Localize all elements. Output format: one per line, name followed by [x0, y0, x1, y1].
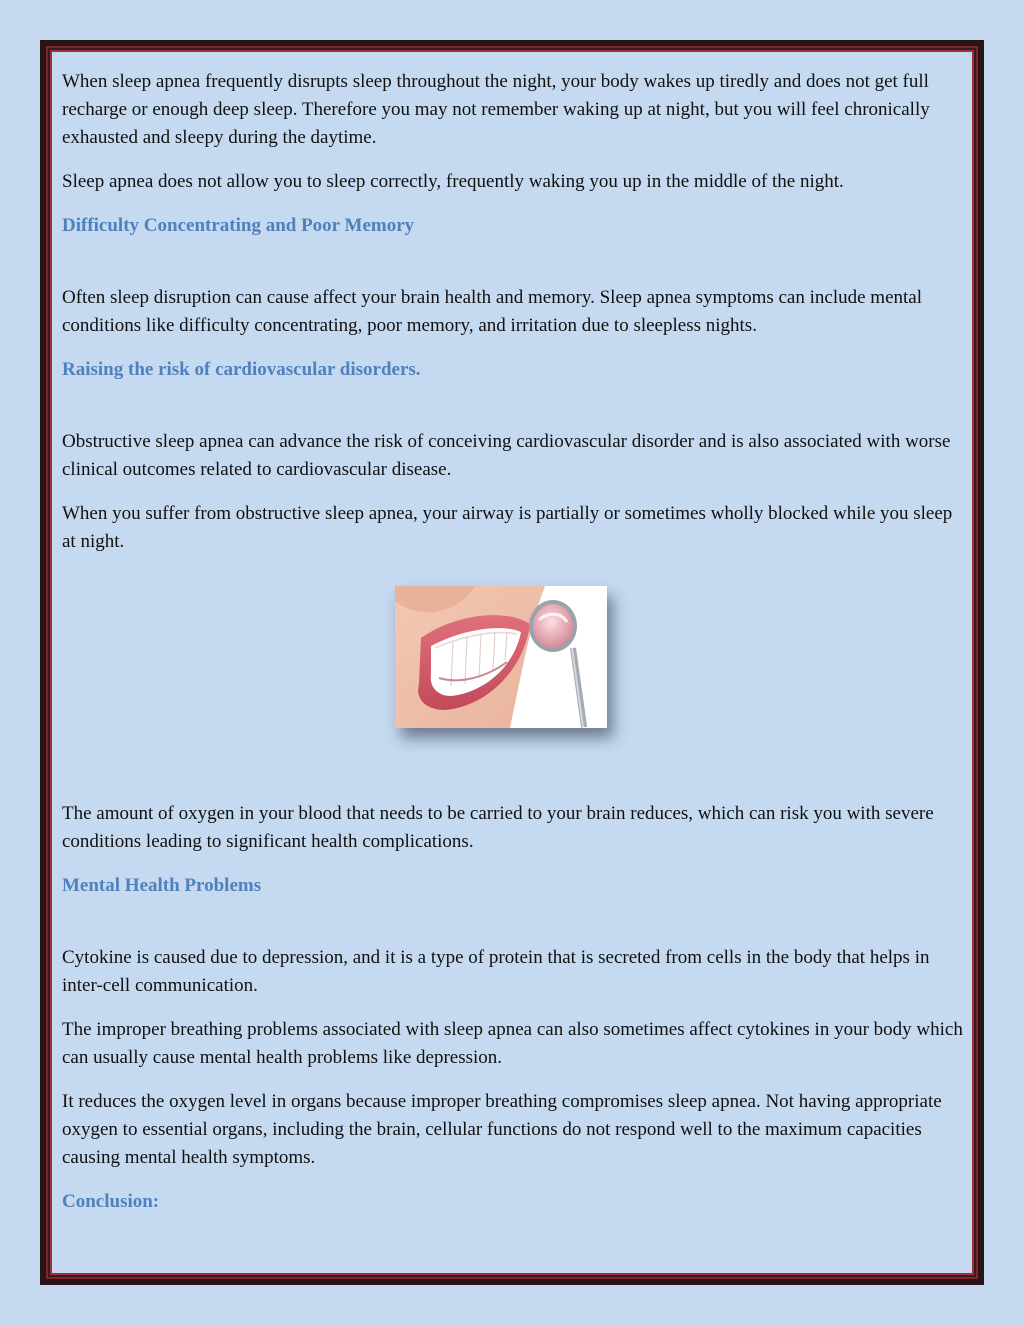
section-heading: Raising the risk of cardiovascular disorders.	[62, 359, 421, 380]
document-body	[62, 68, 964, 1260]
page-border-frame	[40, 40, 984, 1285]
smile-photo-illustration	[395, 586, 607, 728]
paragraph: The improper breathing problems associated with sleep apnea can also sometimes affect cytokines in your body which can usually cause mental health problems like depression.	[62, 1019, 963, 1068]
paragraph: It reduces the oxygen level in organs because improper breathing compromises sleep apnea. Not having appropriate oxygen to essential organs, including the brain, cellular functions do not respond well to the maximum capacities causing mental health symptoms.	[62, 1091, 942, 1168]
paragraph: Sleep apnea does not allow you to sleep correctly, frequently waking you up in the middle of the night.	[62, 171, 844, 192]
section-heading: Conclusion:	[62, 1191, 160, 1212]
paragraph: When you suffer from obstructive sleep apnea, your airway is partially or sometimes wholly blocked while you sleep at night.	[62, 503, 953, 552]
section-heading: Difficulty Concentrating and Poor Memory	[62, 215, 415, 236]
section-heading: Mental Health Problems	[62, 875, 262, 896]
figure-container	[62, 586, 964, 800]
paragraph: When sleep apnea frequently disrupts sleep throughout the night, your body wakes up tiredly and does not get full recharge or enough deep sleep. Therefore you may not remember waking up at night, but you will feel chronically exhausted and sleepy during the daytime.	[62, 71, 930, 148]
page-content-area	[50, 50, 974, 1275]
paragraph: Often sleep disruption can cause affect your brain health and memory. Sleep apnea symptoms can include mental conditions like difficulty concentrating, poor memory, and irritation due to sleepless nights.	[62, 287, 922, 336]
page-border-stripe	[46, 46, 978, 1279]
paragraph: Obstructive sleep apnea can advance the risk of conceiving cardiovascular disorder and is also associated with worse clinical outcomes related to cardiovascular disease.	[62, 431, 951, 480]
paragraph: The amount of oxygen in your blood that needs to be carried to your brain reduces, which can risk you with severe conditions leading to significant health complications.	[62, 803, 934, 852]
paragraph: Cytokine is caused due to depression, and it is a type of protein that is secreted from cells in the body that helps in inter-cell communication.	[62, 947, 930, 996]
smile-with-dental-mirror-photo	[395, 586, 607, 728]
